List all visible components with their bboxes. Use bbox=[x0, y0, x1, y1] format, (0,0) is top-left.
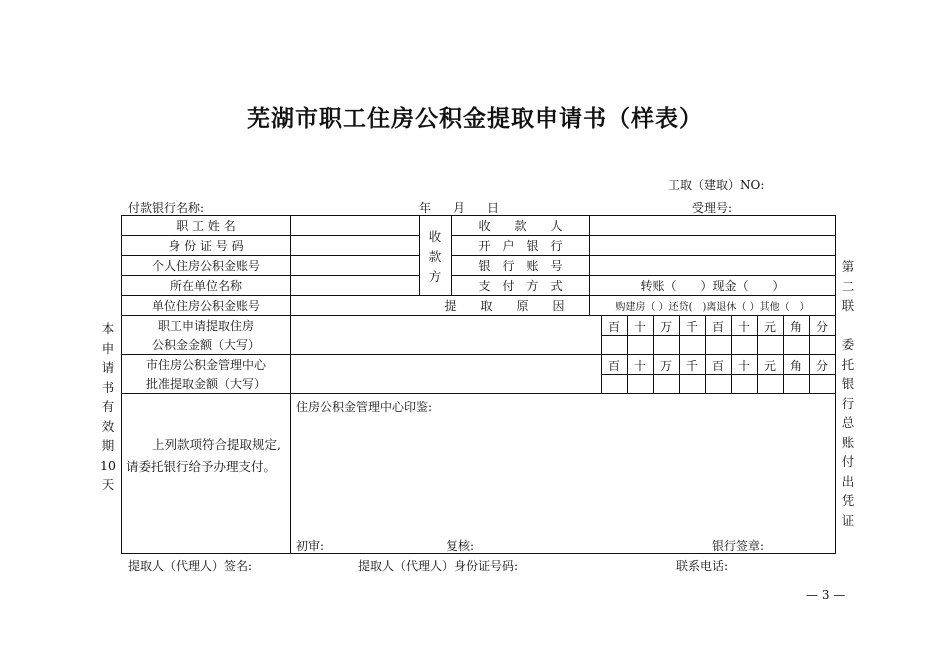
payee-group-label: 收 款 方 bbox=[428, 229, 442, 284]
digit-unit-8: 分 bbox=[815, 320, 828, 334]
digit-unit-0: 百 bbox=[607, 359, 620, 373]
bank-seal-label: 银行签章: bbox=[712, 539, 765, 553]
digit-unit-7: 角 bbox=[789, 359, 802, 373]
copy-note: 第 二 联 委 托 银 行 总 账 付 出 凭 证 bbox=[841, 259, 855, 528]
digit-unit-2: 万 bbox=[659, 320, 672, 334]
accept-number-label: 受理号: bbox=[692, 201, 733, 215]
digit-unit-3: 千 bbox=[685, 320, 698, 334]
approved-amount-label: 市住房公积金管理中心 bbox=[145, 358, 266, 372]
digit-unit-6: 元 bbox=[763, 320, 776, 334]
signer-id-label: 提取人（代理人）身份证号码: bbox=[358, 559, 519, 573]
personal-account-label: 个人住房公积金账号 bbox=[151, 259, 260, 273]
id-number-label: 身 份 证 号 码 bbox=[168, 239, 244, 253]
withdraw-reason-label: 提 取 原 因 bbox=[444, 299, 565, 313]
digit-unit-4: 百 bbox=[711, 359, 724, 373]
apply-amount-label: 职工申请提取住房 bbox=[157, 319, 254, 333]
phone-label: 联系电话: bbox=[676, 559, 729, 573]
approved-amount-label-line2: 批准提取金额（大写） bbox=[145, 377, 266, 391]
digit-unit-5: 十 bbox=[737, 359, 750, 373]
digit-unit-6: 元 bbox=[763, 359, 776, 373]
digit-unit-7: 角 bbox=[789, 320, 802, 334]
withdraw-reason-options: 购建房（ ）还贷( )离退休（ ）其他（ ） bbox=[615, 302, 810, 313]
date-year: 年 bbox=[419, 201, 432, 215]
recheck-label: 复核: bbox=[446, 539, 475, 553]
digit-unit-4: 百 bbox=[711, 320, 724, 334]
digit-unit-1: 十 bbox=[633, 359, 646, 373]
unit-account-label: 单位住房公积金账号 bbox=[151, 299, 260, 313]
digit-unit-8: 分 bbox=[815, 359, 828, 373]
digit-unit-5: 十 bbox=[737, 320, 750, 334]
first-review-label: 初审: bbox=[296, 539, 325, 553]
date-month: 月 bbox=[453, 201, 466, 215]
validity-note: 本 申 请 书 有 效 期 10 天 bbox=[100, 321, 116, 492]
signer-label: 提取人（代理人）签名: bbox=[128, 559, 253, 573]
bank-label: 开 户 银 行 bbox=[478, 239, 563, 253]
unit-name-label: 所在单位名称 bbox=[169, 279, 242, 293]
page-title: 芜湖市职工住房公积金提取申请书（样表） bbox=[247, 106, 703, 132]
page-number: — 3 — bbox=[806, 588, 846, 602]
digit-unit-2: 万 bbox=[659, 359, 672, 373]
digit-unit-0: 百 bbox=[607, 320, 620, 334]
apply-amount-label-line2: 公积金金额（大写） bbox=[151, 338, 260, 352]
payee-label: 收 款 人 bbox=[478, 219, 563, 233]
payment-method-value: 转账（ ）现金（ ） bbox=[640, 279, 785, 293]
account-label: 银 行 账 号 bbox=[478, 259, 563, 273]
payment-method-label: 支 付 方 式 bbox=[478, 279, 563, 293]
seal-label: 住房公积金管理中心印鉴: bbox=[296, 400, 433, 414]
digit-unit-3: 千 bbox=[685, 359, 698, 373]
serial-number-label: 工取（建取）NO: bbox=[668, 178, 765, 192]
bank-name-label: 付款银行名称: bbox=[128, 201, 205, 215]
employee-name-label: 职 工 姓 名 bbox=[176, 219, 236, 233]
digit-unit-1: 十 bbox=[633, 320, 646, 334]
date-day: 日 bbox=[487, 201, 500, 215]
entrust-statement: 上列款项符合提取规定,请委托银行给予办理支付。 bbox=[126, 437, 281, 474]
